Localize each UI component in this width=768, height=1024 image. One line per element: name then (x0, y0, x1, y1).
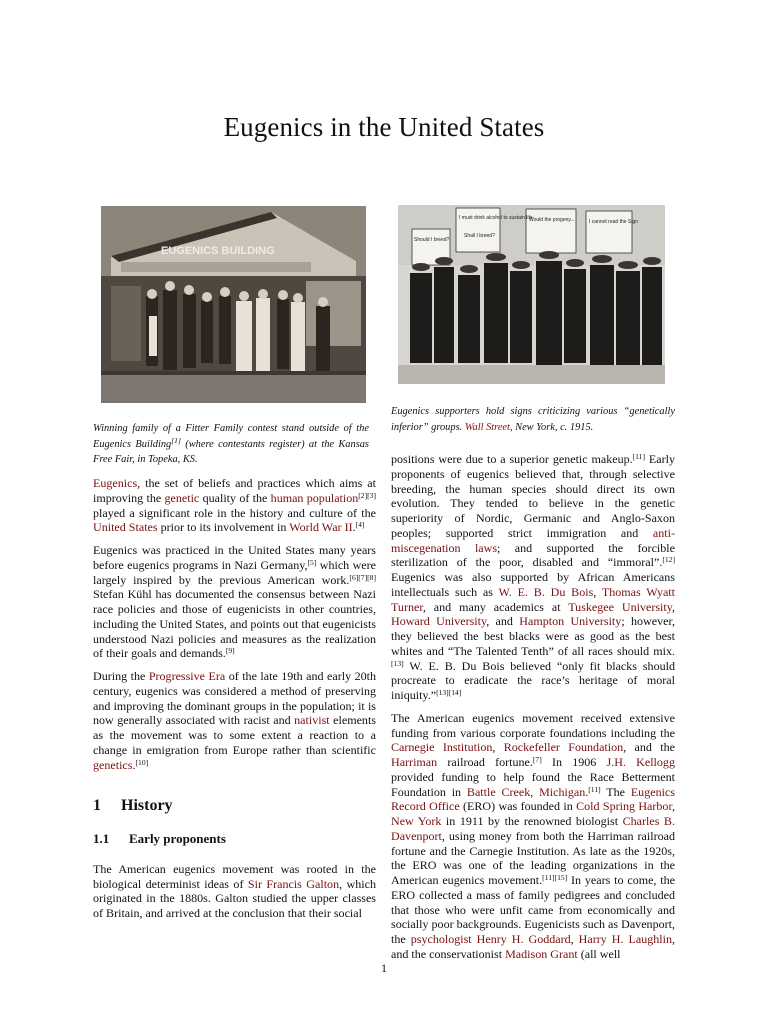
section-heading (93, 799, 376, 814)
link[interactable]: Progressive Era (148, 669, 226, 683)
subsection-number: 1.1 (93, 831, 110, 846)
citation[interactable]: [10] (135, 757, 149, 767)
citation[interactable]: [11] (588, 784, 601, 794)
link[interactable]: Thomas Wyatt Turner (391, 584, 676, 614)
citation[interactable]: [13][14] (436, 688, 462, 697)
svg-text:Would the progeny...: Would the progeny... (529, 217, 575, 223)
link[interactable]: Battle Creek, Michigan (466, 784, 586, 799)
left-column (93, 476, 376, 929)
caption-text: Eugenics supporters hold signs criticizing various “genetically inferior” groups. (391, 406, 675, 433)
page-title: Eugenics in the United States (223, 112, 545, 142)
photo-image (101, 206, 366, 403)
link[interactable]: genetic (164, 490, 200, 505)
citation[interactable]: [13] (391, 658, 404, 668)
paragraph: Eugenics was practiced in the United States many years before eugenics programs in Nazi Germany,[5] which were largely inspired by the previous American work.[6][7][8] Stefan Kühl has documented the consensus between Nazi race policies and those of eugenicists in other countries, including the United States, and points out that eugenicists understood Nazi policies and measures as the realization of their goals and demands.[9] (93, 543, 376, 661)
link[interactable]: Rockefeller Foundation (503, 740, 624, 755)
eugenics-building-photo (101, 206, 366, 403)
svg-text:Should I breed?: Should I breed? (414, 237, 450, 243)
link[interactable]: anti-miscegenation laws (391, 525, 675, 555)
paragraph: positions were due to a superior genetic makeup.[11] Early proponents of eugenics believed that, through selective breeding, the human species should direct its own evolution. They tended to believe in the genetic superiority of Nordic, Germanic and Anglo-Saxon peoples; supported strict immigration and anti-miscegenation laws; and supported the forcible sterilization of the poor, disabled and “immoral”.[12] Eugenics was also supported by African Americans intellectuals such as W. E. B. Du Bois, Thomas Wyatt Turner, and many academics at Tuskegee University, Howard University, and Hampton University; however, they believed the best blacks were as good as the best whites and “The Talented Tenth” of all races should mix.[13] W. E. B. Du Bois believed “only fit blacks should procreate to eradicate the race’s heritage of moral iniquity.”[13][14] (391, 452, 676, 702)
link[interactable]: Hampton University (519, 614, 622, 629)
link[interactable]: Tuskegee University (568, 599, 672, 614)
paragraph: During the Progressive Era of the late 19th and early 20th century, eugenics was considered a method of preserving and improving the dominant groups in the population; it is now generally associated with racist and nativist elements as the movement was to some extent a reaction to a change in emigration from Europe rather than scientific genetics.[10] (93, 669, 376, 772)
caption-text: (where contestants register) at the Kansas Free Fair, in Topeka, KS. (93, 438, 369, 465)
link[interactable]: psychologist (410, 932, 472, 946)
link[interactable]: Harriman (391, 755, 438, 769)
right-column (391, 452, 675, 970)
subsection-title: Early proponents (129, 831, 226, 846)
section-title: History (121, 797, 173, 815)
citation[interactable]: [7] (532, 755, 542, 764)
link[interactable]: Charles B. Davenport (391, 814, 675, 843)
link[interactable]: W. E. B. Du Bois (498, 584, 594, 599)
paragraph: Eugenics, the set of beliefs and practices which aims at improving the genetic quality of the human population[2][3] played a significant role in the history and culture of the United States prior to its involvement in World War II.[4] (93, 476, 376, 535)
citation[interactable]: [11][15] (542, 873, 568, 882)
citation[interactable]: [4] (355, 520, 365, 530)
link[interactable]: United States (93, 520, 158, 535)
svg-text:Shall I breed?: Shall I breed? (464, 233, 495, 239)
link[interactable]: Henry H. Goddard (476, 932, 571, 946)
paragraph: The American eugenics movement was rooted in the biological determinist ideas of Sir Francis Galton, which originated in the 1880s. Galton studied the upper classes of Britain, and arrived at the conclusion that their social (93, 861, 376, 920)
page-number: 1 (381, 961, 387, 975)
citation[interactable]: [6][7][8] (349, 572, 376, 582)
link[interactable]: Eugenics (93, 476, 138, 490)
link[interactable]: World War II (289, 520, 353, 535)
link[interactable]: Carnegie Institution (391, 740, 493, 755)
subsection-heading (93, 832, 376, 847)
figure-caption-left (93, 421, 369, 468)
paragraph: The American eugenics movement received extensive funding from various corporate foundations including the Carnegie Institution, Rockefeller Foundation, and the Harriman railroad fortune.[7] In 1906 J.H. Kellogg provided funding to help found the Race Betterment Foundation in Battle Creek, Michigan.[11] The Eugenics Record Office (ERO) was founded in Cold Spring Harbor, New York in 1911 by the renowned biologist Charles B. Davenport, using money from both the Harriman railroad fortune and the Carnegie Institution. As late as the 1920s, the ERO was one of the leading organizations in the American eugenics movement.[11][15] In years to come, the ERO collected a mass of family pedigrees and concluded that those who were unfit came from economically and socially poor backgrounds. Eugenicists such as Davenport, the psychologist Henry H. Goddard, Harry H. Laughlin, and the conservationist Madison Grant (all well (391, 710, 676, 961)
link[interactable]: Eugenics Record Office (391, 784, 675, 814)
svg-text:I must drink alcohol to sustai: I must drink alcohol to sustain life (459, 215, 533, 221)
photo-image (398, 205, 665, 384)
figure-caption-right (391, 404, 675, 435)
link[interactable]: Sir Francis Galton (247, 876, 340, 891)
link[interactable]: Madison Grant (505, 946, 578, 961)
wall-street-photo (398, 205, 665, 384)
link[interactable]: human population (270, 490, 359, 505)
caption-text: Winning family of a Fitter Family contest stand outside of the Eugenics Building (93, 423, 369, 450)
citation[interactable]: [2][3] (358, 490, 376, 500)
link[interactable]: Harry H. Laughlin (578, 932, 672, 946)
citation[interactable]: [5] (307, 557, 317, 567)
citation[interactable]: [1] (171, 435, 181, 445)
caption-text: , New York, c. 1915. (509, 421, 594, 433)
svg-text:EUGENICS BUILDING: EUGENICS BUILDING (161, 245, 275, 257)
link[interactable]: Howard University (391, 614, 487, 629)
citation[interactable]: [12] (662, 555, 675, 565)
svg-text:I cannot read the Sign: I cannot read the Sign (589, 219, 638, 225)
link[interactable]: genetics (93, 757, 133, 772)
section-number: 1 (93, 797, 101, 815)
citation[interactable]: [11] (632, 452, 646, 461)
link[interactable]: J.H. Kellogg (606, 755, 675, 769)
wall-street-link[interactable]: Wall Street (464, 421, 510, 433)
link[interactable]: nativist (294, 713, 330, 728)
link[interactable]: Cold Spring Harbor, New York (391, 799, 675, 828)
citation[interactable]: [9] (225, 646, 235, 656)
